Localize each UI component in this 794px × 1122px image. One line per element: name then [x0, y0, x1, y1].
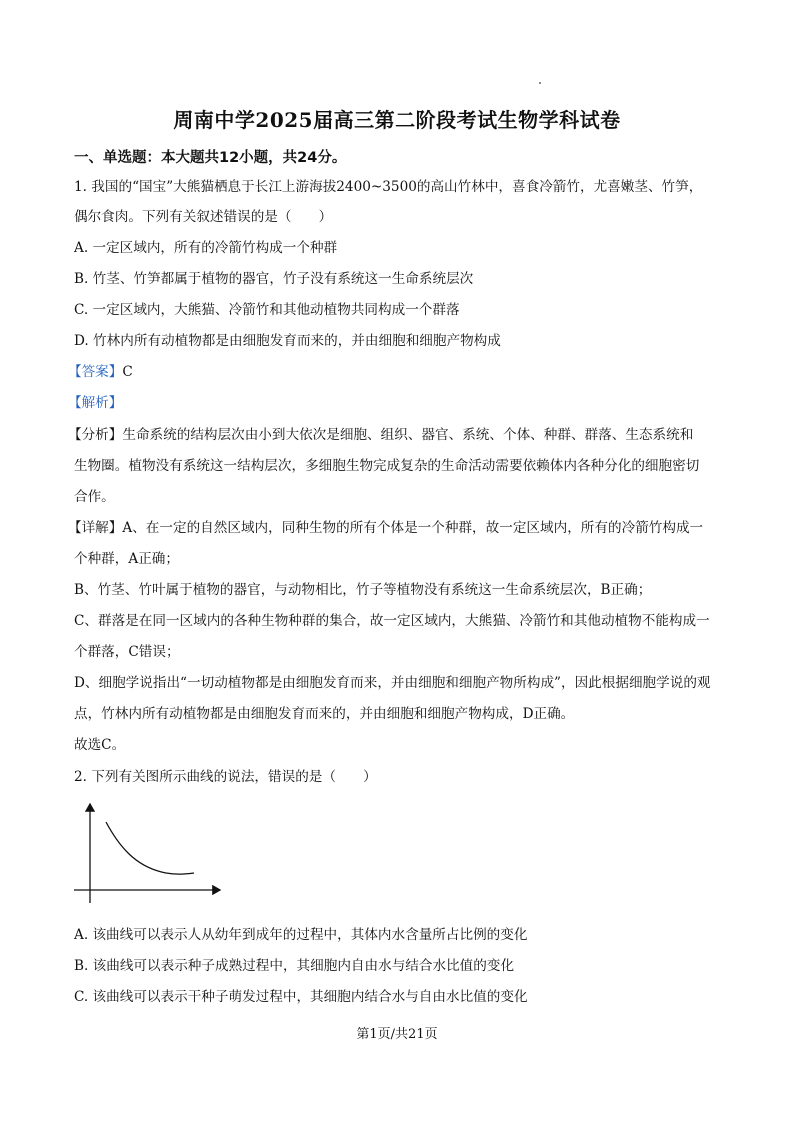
xiangjie-line1	[68, 518, 718, 538]
answer-tag: 【答案】	[68, 364, 123, 380]
xiangjie-tag: 【详解】	[68, 520, 123, 536]
fenxi-tag: 【分析】	[68, 427, 123, 443]
stray-dot	[539, 82, 541, 84]
fenxi-text1: 生命系统的结构层次由小到大依次是细胞、组织、器官、系统、个体、种群、群落、生态系统和	[122, 427, 694, 443]
q1-answer	[68, 362, 718, 382]
page-footer: 第1页/共21页	[356, 1027, 438, 1042]
q1-analysis-heading	[68, 393, 718, 413]
xiangjie-a-line2: 个种群，A正确；	[74, 551, 179, 567]
q1-option-b: B. 竹茎、竹笋都属于植物的器官，竹子没有系统这一生命系统层次	[74, 271, 474, 287]
xiangjie-b: B、竹茎、竹叶属于植物的器官，与动物相比，竹子等植物没有系统这一生命系统层次，B正确；	[74, 582, 652, 598]
q2-stem: 2. 下列有关图所示曲线的说法，错误的是（ ）	[74, 769, 377, 785]
fenxi-line1	[68, 425, 718, 445]
xiangjie-d-line2: 点，竹林内所有动植物都是由细胞发育而来的，并由细胞和细胞产物构成，D正确。	[74, 706, 575, 722]
page-title: 周南中学2025届高三第二阶段考试生物学科试卷	[173, 108, 621, 132]
q1-option-c: C. 一定区域内，大熊猫、冷箭竹和其他动植物共同构成一个群落	[74, 302, 460, 318]
fenxi-line3: 合作。	[74, 489, 115, 505]
xiangjie-text-a1: A、在一定的自然区域内，同种生物的所有个体是一个种群，故一定区域内，所有的冷箭竹构成一	[122, 520, 704, 536]
xiangjie-c-line1: C、群落是在同一区域内的各种生物种群的集合，故一定区域内，大熊猫、冷箭竹和其他动植物不能构成一	[74, 613, 710, 629]
q1-stem-line2: 偶尔食肉。下列有关叙述错误的是（ ）	[74, 209, 333, 225]
xiangjie-c-line2: 个群落，C错误；	[74, 644, 180, 660]
decreasing-curve	[106, 822, 194, 874]
q2-option-c: C. 该曲线可以表示干种子萌发过程中，其细胞内结合水与自由水比值的变化	[74, 989, 528, 1005]
q1-stem-line1: 1. 我国的“国宝”大熊猫栖息于长江上游海拔2400~3500的高山竹林中，喜食冷箭竹，尤喜嫩茎、竹笋，	[74, 179, 703, 195]
q2-option-b: B. 该曲线可以表示种子成熟过程中，其细胞内自由水与结合水比值的变化	[74, 958, 515, 974]
answer-value: C	[122, 364, 133, 380]
section-heading: 一、单选题：本大题共12小题，共24分。	[74, 150, 347, 166]
q2-option-a: A. 该曲线可以表示人从幼年到成年的过程中，其体内水含量所占比例的变化	[74, 927, 528, 943]
q1-option-a: A. 一定区域内，所有的冷箭竹构成一个种群	[74, 240, 338, 256]
q1-option-d: D. 竹林内所有动植物都是由细胞发育而来的，并由细胞和细胞产物构成	[74, 333, 501, 349]
analysis-tag: 【解析】	[68, 395, 123, 411]
xiangjie-d-line1: D、细胞学说指出“一切动植物都是由细胞发育而来，并由细胞和细胞产物所构成”，因此根据细胞学说的观	[74, 675, 711, 691]
curve-graph	[70, 800, 230, 905]
fenxi-line2: 生物圈。植物没有系统这一结构层次，多细胞生物完成复杂的生命活动需要依赖体内各种分化的细胞密切	[74, 458, 700, 474]
q1-conclusion: 故选C。	[74, 737, 126, 753]
